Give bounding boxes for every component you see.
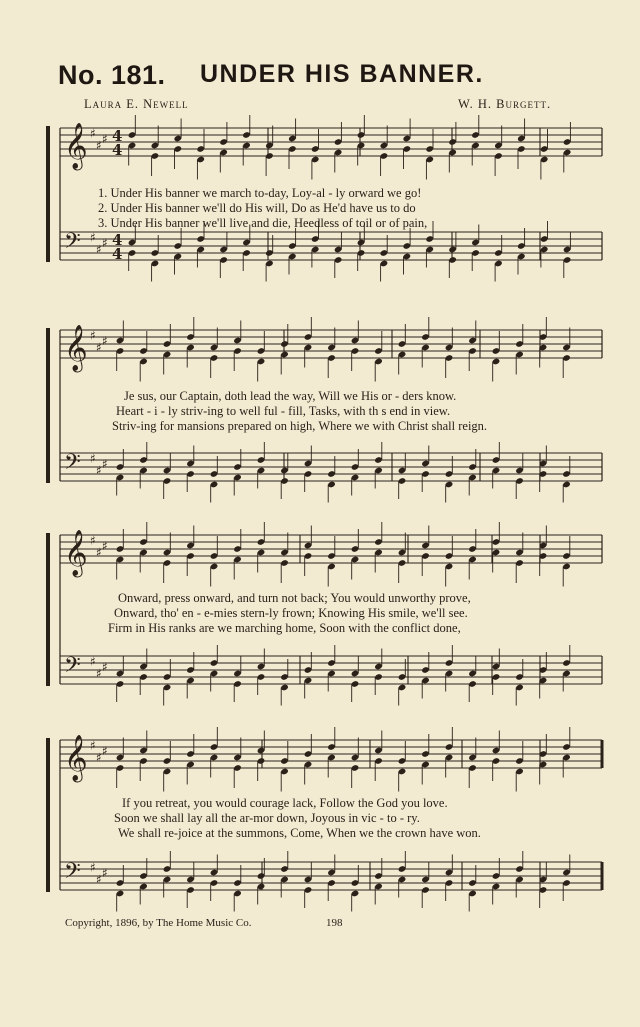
treble-clef-icon: 𝄞 xyxy=(64,123,88,169)
lyric-text: 3. Under His banner we'll live and die, Heedless of toil or of pain, xyxy=(98,216,428,230)
sharp-icon: ♯ xyxy=(90,533,96,548)
lyric-text: Onward, tho' en - e-mies stern-ly frown; Knowing His smile, we'll see. xyxy=(114,606,468,620)
time-signature: 4 xyxy=(112,141,123,159)
sharp-icon: ♯ xyxy=(96,242,102,257)
lyric-line-2-2 xyxy=(0,404,640,419)
lyric-text: We shall re-joice at the summons, Come, When we the crown have won. xyxy=(118,826,481,840)
sharp-icon: ♯ xyxy=(102,744,108,759)
lyric-text: Soon we shall lay all the ar-mor down, Joyous in vic - to - ry. xyxy=(114,811,420,825)
sharp-icon: ♯ xyxy=(102,539,108,554)
lyric-text: Striv-ing for mansions prepared on high, Where we with Christ shall reign. xyxy=(112,419,488,433)
hymn-author: Laura E. Newell xyxy=(84,97,189,111)
lyric-text: Onward, press onward, and turn not back; You would unworthy prove, xyxy=(118,591,471,605)
treble-clef-icon: 𝄞 xyxy=(64,325,88,371)
lyric-line-1-1 xyxy=(0,186,640,201)
sharp-icon: ♯ xyxy=(96,872,102,887)
sharp-icon: ♯ xyxy=(90,328,96,343)
lyric-text: Firm in His ranks are we marching home, Soon with the conflict done, xyxy=(108,621,461,635)
lyric-text: Je sus, our Captain, doth lead the way, Will we His or - ders know. xyxy=(124,389,457,403)
sharp-icon: ♯ xyxy=(96,666,102,681)
lyric-text: If you retreat, you would courage lack, Follow the God you love. xyxy=(122,796,448,810)
lyric-line-3-1 xyxy=(0,591,640,606)
sharp-icon: ♯ xyxy=(90,738,96,753)
page-number: 198 xyxy=(326,917,343,929)
sharp-icon: ♯ xyxy=(90,451,96,466)
lyric-line-3-2 xyxy=(0,606,640,621)
sharp-icon: ♯ xyxy=(102,236,108,251)
lyric-line-4-1 xyxy=(0,796,640,811)
lyric-line-2-3 xyxy=(0,419,640,434)
sharp-icon: ♯ xyxy=(90,230,96,245)
copyright-notice: Copyright, 1896, by The Home Music Co. xyxy=(65,917,252,929)
lyric-text: 1. Under His banner we march to-day, Loy-al - ly orward we go! xyxy=(98,186,422,200)
lyric-line-2-1 xyxy=(0,389,640,404)
time-signature: 4 xyxy=(112,245,123,263)
lyric-line-4-2 xyxy=(0,811,640,826)
bass-clef-icon: 𝄢 xyxy=(64,859,81,889)
sharp-icon: ♯ xyxy=(90,860,96,875)
sharp-icon: ♯ xyxy=(96,750,102,765)
time-signature: 4 xyxy=(112,127,123,145)
sharp-icon: ♯ xyxy=(96,138,102,153)
treble-clef-icon: 𝄞 xyxy=(64,735,88,781)
sharp-icon: ♯ xyxy=(102,132,108,147)
lyric-text: 2. Under His banner we'll do His will, Do as He'd have us to do xyxy=(98,201,416,215)
sharp-icon: ♯ xyxy=(96,545,102,560)
sharp-icon: ♯ xyxy=(102,457,108,472)
sharp-icon: ♯ xyxy=(90,654,96,669)
bass-clef-icon: 𝄢 xyxy=(64,653,81,683)
sharp-icon: ♯ xyxy=(102,660,108,675)
sharp-icon: ♯ xyxy=(102,334,108,349)
sharp-icon: ♯ xyxy=(96,463,102,478)
lyric-text: Heart - i - ly striv-ing to well ful - fill, Tasks, with th s end in view. xyxy=(116,404,451,418)
hymn-composer: W. H. Burgett. xyxy=(458,97,552,111)
bass-clef-icon: 𝄢 xyxy=(64,229,81,259)
hymn-title: UNDER HIS BANNER. xyxy=(200,60,484,88)
sharp-icon: ♯ xyxy=(102,866,108,881)
lyric-line-3-3 xyxy=(0,621,640,636)
sharp-icon: ♯ xyxy=(96,340,102,355)
treble-clef-icon: 𝄞 xyxy=(64,530,88,576)
sharp-icon: ♯ xyxy=(90,126,96,141)
hymn-number: No. 181. xyxy=(58,60,166,90)
bass-clef-icon: 𝄢 xyxy=(64,450,81,480)
lyric-line-4-3 xyxy=(0,826,640,841)
time-signature: 4 xyxy=(112,231,123,249)
lyric-line-1-2 xyxy=(0,201,640,216)
lyric-line-1-3 xyxy=(0,216,640,231)
